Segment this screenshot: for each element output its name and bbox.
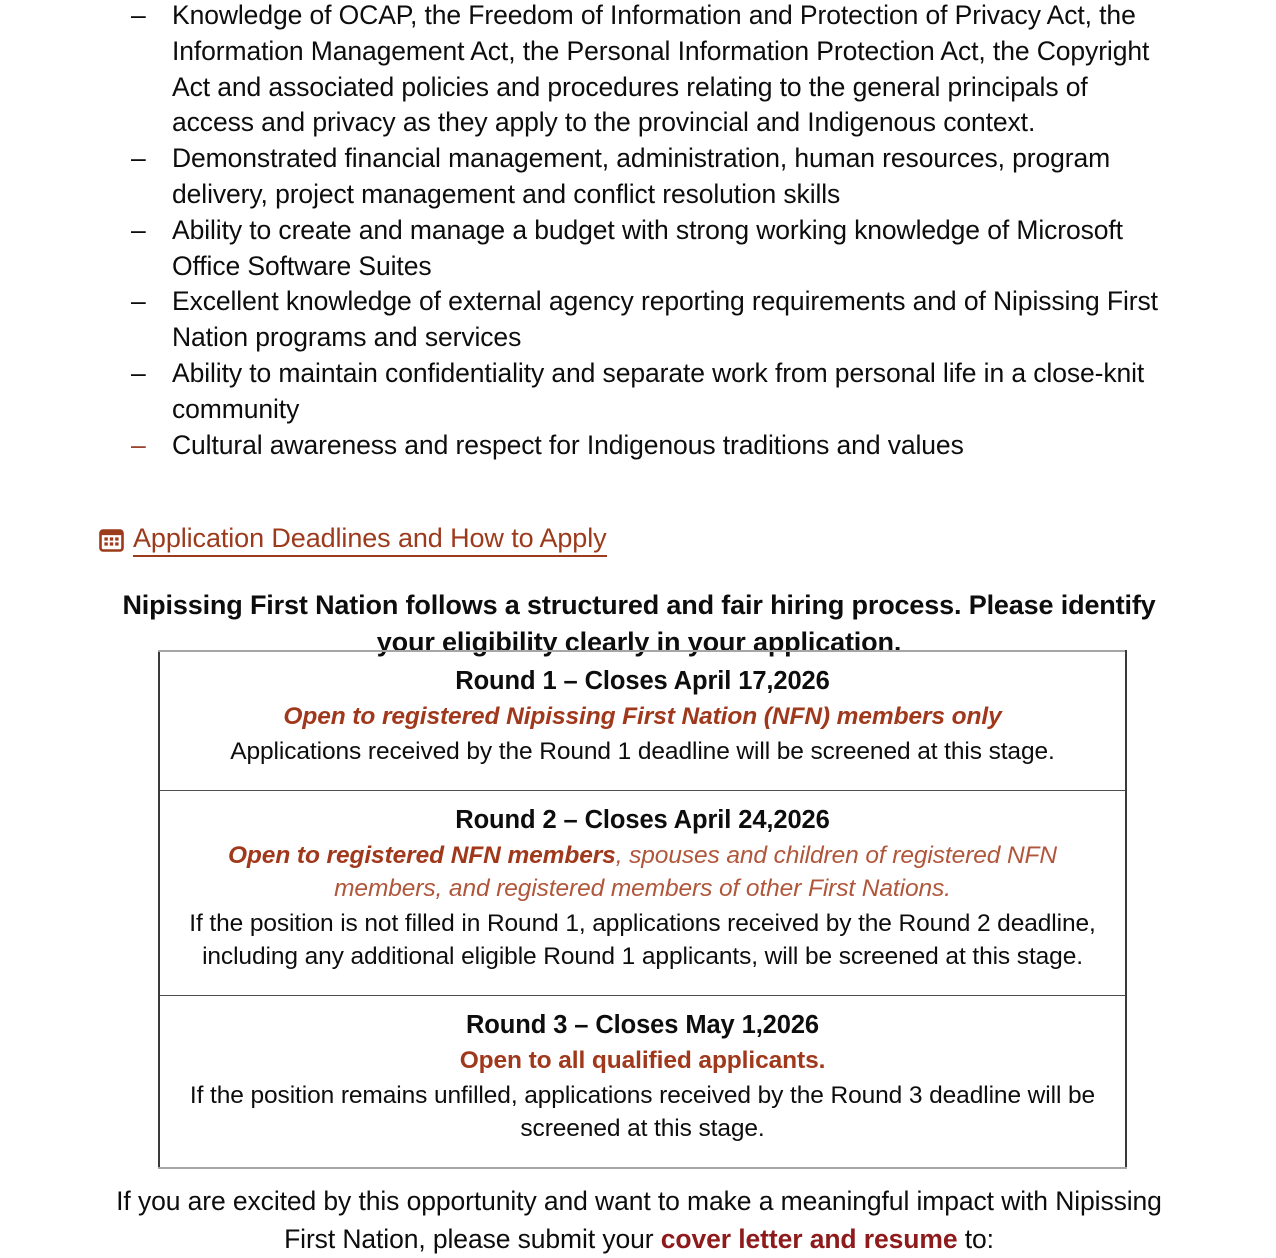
- round-eligibility-secondary: , spouses and children of registered NFN members, and registered members of other First Nations.: [334, 842, 1058, 902]
- qualification-text: Knowledge of OCAP, the Freedom of Information and Protection of Privacy Act, the Information Management Act, the Personal Information Protection Act, the Copyright Act and associated policies and procedures relating to the general principals of access and privacy as they apply to the provincial and Indigenous context.: [172, 0, 1150, 138]
- round-cell: [159, 651, 1126, 791]
- qualification-text: Cultural awareness and respect for Indigenous traditions and values: [172, 429, 964, 460]
- round-eligibility: [178, 700, 1107, 733]
- round-note: If the position is not filled in Round 1, applications received by the Round 2 deadline, including any additional eligible Round 1 applicants, will be screened at this stage.: [189, 910, 1096, 970]
- qualification-item: [0, 356, 1276, 428]
- bullet-dash-icon: –: [131, 357, 146, 388]
- section-heading: [99, 522, 607, 557]
- round-eligibility-primary: Open to registered Nipissing First Nation (NFN) members only: [283, 703, 1002, 730]
- qualification-item: [0, 141, 1276, 213]
- round-note: If the position remains unfilled, applications received by the Round 3 deadline will be screened at this stage.: [189, 1082, 1096, 1142]
- qualification-text: Excellent knowledge of external agency reporting requirements and of Nipissing First Nation programs and services: [172, 286, 1158, 353]
- qualifications-list: [0, 0, 1276, 463]
- qualification-item: [0, 284, 1276, 356]
- round-cell: [159, 996, 1126, 1169]
- round-title: Round 2 – Closes April 24,2026: [455, 806, 830, 834]
- qualification-item: [0, 213, 1276, 285]
- round-eligibility: [178, 839, 1107, 905]
- calendar-icon: [99, 527, 124, 552]
- round-title: Round 1 – Closes April 17,2026: [455, 667, 830, 695]
- qualification-text: Ability to create and manage a budget with strong working knowledge of Microsoft Office Software Suites: [172, 214, 1123, 281]
- qualification-text: Ability to maintain confidentiality and separate work from personal life in a close-knit community: [172, 357, 1145, 424]
- round-eligibility: [178, 1044, 1107, 1077]
- closing-text-after: to:: [957, 1223, 994, 1254]
- round-cell: [159, 791, 1126, 996]
- round-eligibility-primary: Open to all qualified applicants.: [459, 1047, 826, 1074]
- bullet-dash-icon: –: [131, 214, 146, 245]
- qualification-text: Demonstrated financial management, administration, human resources, program delivery, project management and conflict resolution skills: [172, 143, 1111, 209]
- round-row: [159, 791, 1126, 996]
- bullet-dash-icon: –: [131, 286, 146, 317]
- hiring-process-intro: Nipissing First Nation follows a structured and fair hiring process. Please identify your eligibility clearly in your application.: [122, 590, 1156, 657]
- bullet-dash-icon: –: [131, 429, 146, 460]
- bullet-dash-icon: –: [131, 143, 146, 174]
- closing-text-before: If you are excited by this opportunity and want to make a meaningful impact with Nipissing First Nation, please submit your: [116, 1185, 1162, 1254]
- application-rounds-table: [158, 650, 1127, 1169]
- qualification-item: [0, 428, 1276, 464]
- round-note: Applications received by the Round 1 deadline will be screened at this stage.: [230, 738, 1055, 765]
- qualification-item: [0, 0, 1276, 141]
- round-row: [159, 651, 1126, 791]
- section-heading-label: Application Deadlines and How to Apply: [133, 522, 607, 557]
- round-title: Round 3 – Closes May 1,2026: [465, 1011, 820, 1039]
- round-eligibility-primary: Open to registered NFN members: [227, 842, 616, 869]
- closing-highlight: cover letter and resume: [660, 1223, 958, 1254]
- round-row: [159, 996, 1126, 1169]
- closing-paragraph: [108, 1182, 1170, 1258]
- bullet-dash-icon: –: [131, 0, 146, 30]
